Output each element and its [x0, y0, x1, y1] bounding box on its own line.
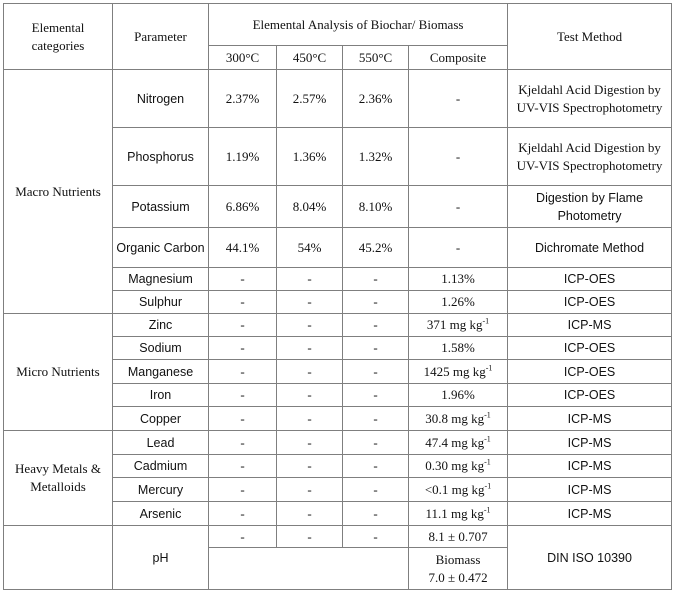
- unit-exponent: -1: [484, 434, 491, 444]
- value-550: -: [343, 478, 409, 502]
- value-composite: [409, 431, 508, 455]
- method-cell: Dichromate Method: [508, 228, 672, 268]
- value-300: -: [209, 431, 277, 455]
- value-300: 2.37%: [209, 70, 277, 128]
- value-450: -: [277, 526, 343, 548]
- unit-exponent: -1: [484, 410, 491, 420]
- method-cell: Digestion by Flame Photometry: [508, 186, 672, 228]
- header-parameter: Parameter: [113, 4, 209, 70]
- value-450: -: [277, 502, 343, 526]
- param-cell: Arsenic: [113, 502, 209, 526]
- value-450: -: [277, 268, 343, 291]
- value-550: 8.10%: [343, 186, 409, 228]
- value-composite: [409, 455, 508, 478]
- composite-value: <0.1 mg kg: [424, 481, 485, 497]
- header-composite: Composite: [409, 46, 508, 70]
- value-450: -: [277, 478, 343, 502]
- value-composite: [409, 360, 508, 384]
- composite-value: 1425 mg kg: [423, 363, 486, 379]
- method-cell: ICP-OES: [508, 291, 672, 314]
- value-550: -: [343, 268, 409, 291]
- value-450: -: [277, 360, 343, 384]
- value-composite: 8.1 ± 0.707: [409, 526, 508, 548]
- value-composite: 1.26%: [409, 291, 508, 314]
- category-empty: [4, 526, 113, 590]
- value-300: -: [209, 291, 277, 314]
- composite-value: 371 mg kg: [426, 317, 483, 332]
- param-cell: Manganese: [113, 360, 209, 384]
- param-cell-ph: pH: [113, 526, 209, 590]
- method-cell: ICP-MS: [508, 407, 672, 431]
- value-300: -: [209, 314, 277, 337]
- header-test-method: Test Method: [508, 4, 672, 70]
- header-temp-300: 300°C: [209, 46, 277, 70]
- param-cell: Copper: [113, 407, 209, 431]
- value-300: 1.19%: [209, 128, 277, 186]
- param-cell: Iron: [113, 384, 209, 407]
- unit-exponent: -1: [484, 457, 491, 467]
- value-450: -: [277, 455, 343, 478]
- category-micro-nutrients: Micro Nutrients: [4, 314, 113, 431]
- value-composite: [409, 502, 508, 526]
- value-composite: [409, 314, 508, 337]
- value-450: -: [277, 431, 343, 455]
- biomass-label: Biomass: [435, 551, 481, 567]
- value-300: -: [209, 526, 277, 548]
- value-550: -: [343, 526, 409, 548]
- unit-exponent: -1: [482, 316, 490, 326]
- elemental-analysis-table: [3, 3, 672, 590]
- table-row: [4, 431, 672, 455]
- method-cell: Kjeldahl Acid Digestion by UV-VIS Spectrophotometry: [508, 70, 672, 128]
- header-temp-550: 550°C: [343, 46, 409, 70]
- value-composite: [409, 478, 508, 502]
- param-cell: Sulphur: [113, 291, 209, 314]
- method-cell: ICP-OES: [508, 268, 672, 291]
- param-cell: Phosphorus: [113, 128, 209, 186]
- value-550: -: [343, 337, 409, 360]
- value-300: -: [209, 360, 277, 384]
- value-550: -: [343, 291, 409, 314]
- value-300: -: [209, 384, 277, 407]
- param-cell: Cadmium: [113, 455, 209, 478]
- unit-exponent: -1: [483, 505, 491, 515]
- value-300: 44.1%: [209, 228, 277, 268]
- composite-value: 47.4 mg kg: [425, 434, 485, 450]
- value-300: -: [209, 337, 277, 360]
- value-composite: -: [409, 70, 508, 128]
- unit-exponent: -1: [484, 481, 492, 491]
- method-cell: ICP-OES: [508, 384, 672, 407]
- header-analysis: Elemental Analysis of Biochar/ Biomass: [209, 4, 508, 46]
- method-cell: ICP-MS: [508, 502, 672, 526]
- value-300: -: [209, 478, 277, 502]
- category-heavy-metals: Heavy Metals & Metalloids: [4, 431, 113, 526]
- value-composite: [409, 407, 508, 431]
- value-550: -: [343, 407, 409, 431]
- value-450: 2.57%: [277, 70, 343, 128]
- value-450: 54%: [277, 228, 343, 268]
- value-composite: 1.58%: [409, 337, 508, 360]
- value-300: 6.86%: [209, 186, 277, 228]
- param-cell: Sodium: [113, 337, 209, 360]
- value-composite: -: [409, 186, 508, 228]
- param-cell: Potassium: [113, 186, 209, 228]
- value-550: -: [343, 384, 409, 407]
- value-composite: 1.13%: [409, 268, 508, 291]
- composite-value: 30.8 mg kg: [425, 410, 485, 426]
- header-temp-450: 450°C: [277, 46, 343, 70]
- param-cell: Mercury: [113, 478, 209, 502]
- method-cell: ICP-MS: [508, 455, 672, 478]
- table-row: [4, 70, 672, 128]
- table-row: [4, 314, 672, 337]
- value-550: -: [343, 502, 409, 526]
- value-450: -: [277, 291, 343, 314]
- composite-value: 0.30 mg kg: [425, 458, 485, 473]
- value-550: -: [343, 314, 409, 337]
- value-550: -: [343, 431, 409, 455]
- header-elemental-categories: Elemental categories: [4, 4, 113, 70]
- ph-empty-span: [209, 548, 409, 590]
- value-composite: -: [409, 228, 508, 268]
- biomass-value: 7.0 ± 0.472: [428, 569, 488, 585]
- value-550: 1.32%: [343, 128, 409, 186]
- table-row: [4, 526, 672, 548]
- param-cell: Lead: [113, 431, 209, 455]
- value-300: -: [209, 455, 277, 478]
- value-biomass: [409, 548, 508, 590]
- value-300: -: [209, 268, 277, 291]
- value-450: 8.04%: [277, 186, 343, 228]
- unit-exponent: -1: [485, 363, 493, 373]
- method-cell: Kjeldahl Acid Digestion by UV-VIS Spectrophotometry: [508, 128, 672, 186]
- value-450: 1.36%: [277, 128, 343, 186]
- value-450: -: [277, 407, 343, 431]
- method-cell: ICP-OES: [508, 360, 672, 384]
- value-550: 2.36%: [343, 70, 409, 128]
- param-cell: Organic Carbon: [113, 228, 209, 268]
- method-cell: ICP-MS: [508, 431, 672, 455]
- value-450: -: [277, 337, 343, 360]
- method-cell: ICP-OES: [508, 337, 672, 360]
- method-cell: ICP-MS: [508, 314, 672, 337]
- value-composite: 1.96%: [409, 384, 508, 407]
- category-macro-nutrients: Macro Nutrients: [4, 70, 113, 314]
- method-cell: ICP-MS: [508, 478, 672, 502]
- value-550: 45.2%: [343, 228, 409, 268]
- value-450: -: [277, 314, 343, 337]
- value-550: -: [343, 360, 409, 384]
- value-300: -: [209, 407, 277, 431]
- value-550: -: [343, 455, 409, 478]
- value-300: -: [209, 502, 277, 526]
- value-composite: -: [409, 128, 508, 186]
- method-cell-ph: DIN ISO 10390: [508, 526, 672, 590]
- composite-value: 11.1 mg kg: [425, 505, 484, 521]
- param-cell: Magnesium: [113, 268, 209, 291]
- param-cell: Nitrogen: [113, 70, 209, 128]
- value-450: -: [277, 384, 343, 407]
- param-cell: Zinc: [113, 314, 209, 337]
